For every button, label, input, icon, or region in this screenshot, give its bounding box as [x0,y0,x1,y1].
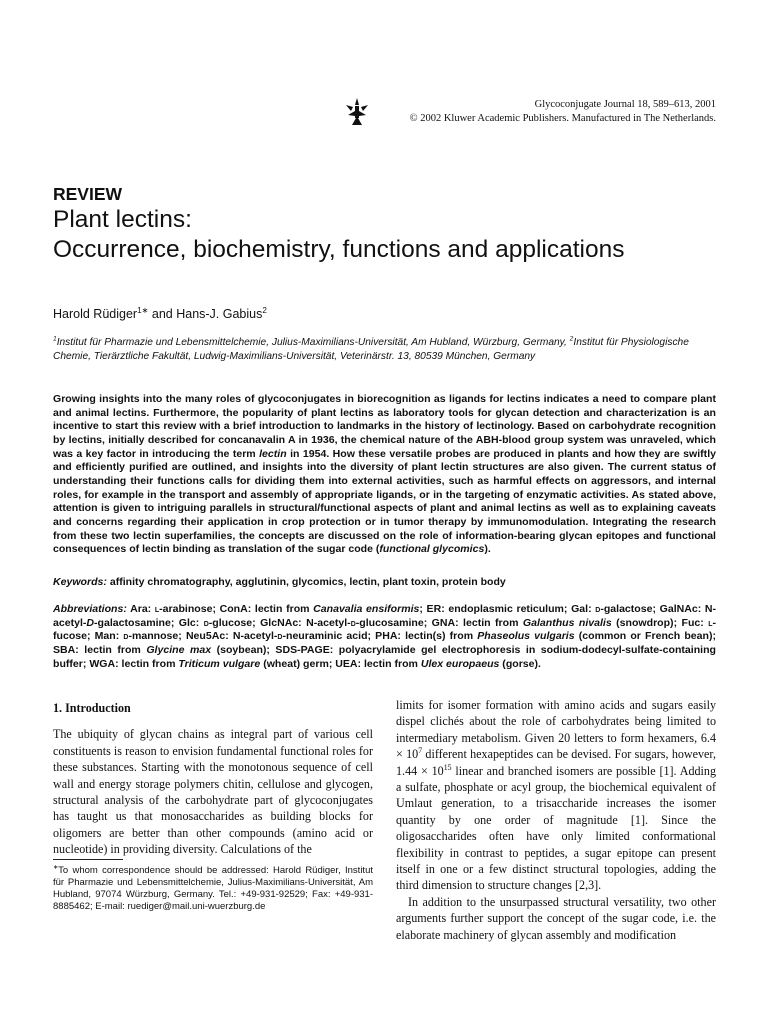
body-text: linear and branched isomers are possible [1]. Adding a sulfate, phosphate or acyl group, the biochemical equivalent of Umlaut generation, to a trisaccharide increases the isomer quantity by one order of magnitude [1]. Since the oligosaccharides often have only limited conformational flexibility in contrast to peptides, a sugar epitope can present itself in one or a few distinct structural topologies, adding the third dimension to structure changes [2,3]. [396,763,716,893]
abbreviation-run: d [350,616,356,629]
abbreviation-run: d [203,616,209,629]
abbreviations-text [53,603,716,670]
affiliation-mark: 1 [53,335,57,343]
body-paragraph: The ubiquity of glycan chains as integral part of various cell constituents is reason to envision fundamental functional roles for these substances. Starting with the monotonous sequence of cell wall and energy storage polymers chitin, cellulose and glycogen, structural analysis of the carbohydrate part of glycoconjugates has taught us that monosaccharides as building blocks for oligomers are better than other compounds (amino acid or nucleotide) in providing diversity. Calculations of the [53,727,373,857]
abbreviation-run: -fucose; Man: [53,616,716,643]
abbreviation-run: l [708,616,713,629]
journal-header [376,98,716,126]
abbreviation-run: d [595,603,601,615]
abstract-term: lectin [259,447,287,460]
title-line-1: Plant lectins: [53,206,192,233]
correspondence-footnote [53,865,373,913]
abstract-text: Growing insights into the many roles of glycoconjugates in biorecognition as ligands for lectins indicates a need to compare plant and animal lectins. Furthermore, the popularity of plant lectins as laboratory tools for glycan detection and characterization is an incentive to start this review with a brief introduction to landmarks in the history of lectinology. Based on carbohydrate recognition by lectins, initially described for concanavalin A in 1936, the chemical nature of the ABH-blood group system was unraveled, which was a key factor in introducing the term [53,393,716,460]
exponent: 15 [443,762,452,772]
affiliation-mark: 2 [569,335,574,343]
keywords-text: affinity chromatography, agglutinin, glycomics, lectin, plant toxin, protein body [109,576,506,588]
author-name: Harold Rüdiger [53,307,138,321]
abstract-text: in 1954. How these versatile probes are produced in plants and how they are swiftly and efficiently purified are outlined, and insights into the diversity of plant lectin structures are also given. The current status of understanding their functions calls for dividing them into external activities, such as harmful effects on aggressors, and internal roles, for example in the transport and assembly of appropriate ligands, or in the targeting of enzymatic activities. As stated above, attention is given to intriguing parallels in structural/functional aspects of plant and animal lectins as well as to explaining caveats and concerns regarding their application in crop protection or in tumor therapy by immunomodulation. Integrating the research from these two lectin superfamilies, the concepts are discussed on the role of information-bearing glycan epitopes and functional consequences of lectin binding as translation of the sugar code ( [53,447,716,556]
abbreviation-run: (soybean); SDS-PAGE: polyacrylamide gel electrophoresis in sodium-dodecyl-sulfate-containing buffer; WGA: lectin from [53,643,716,670]
abbreviation-run: -glucosamine; GNA: lectin from [355,616,523,629]
abbreviation-run: Glycine max [146,643,212,656]
footnote-text: To whom correspondence should be addressed: Harold Rüdiger, Institut für Pharmazie und Lebensmittelchemie, Julius-Maximilians-Universität, Am Hubland, 97074 Würzburg, Germany. Tel.: +49-931-92529; Fax: +49-931-8885462; E-mail: ruediger@mail.uni-wuerzburg.de [53,865,373,912]
body-text: different hexapeptides can be devised. For sugars, however, 1.44 × 10 [396,747,716,778]
keywords [53,576,716,590]
section-heading: 1. Introduction [53,701,131,715]
author-affiliation-mark: 2 [262,305,267,315]
abbreviations-label: Abbreviations: [53,603,127,615]
abbreviations [53,603,716,671]
exponent: 7 [418,746,423,756]
left-column [53,700,373,858]
abbreviation-run: (gorse). [499,657,541,670]
abbreviation-run: -galactose; GalNAc: N-acetyl- [53,603,717,629]
abstract [53,393,716,557]
abbreviation-run: -galactosamine; Glc: [94,616,204,629]
abstract-term: functional glycomics [379,543,485,556]
publisher-logo-icon [344,97,370,127]
article-title [53,205,753,265]
abbreviation-run: Galanthus nivalis [522,616,612,629]
abbreviation-run: -glucose; GlcNAc: N-acetyl- [208,616,351,629]
abbreviation-run: l [154,603,160,615]
abbreviation-run: d [123,630,129,643]
abbreviation-run: (common or French bean); SBA: lectin from [53,630,716,656]
author-affiliation-mark: 1∗ [137,305,149,315]
affiliations [53,336,718,364]
abbreviation-run: ; ER: endoplasmic reticulum; Gal: [419,603,596,615]
abbreviation-run: d [277,630,283,643]
body-text: limits for isomer formation with amino acids and sugars easily dispel clichés about the role of carbohydrates being limited to intermediary metabolism. Given 20 letters to form hexamers, 6.4 × 10 [396,698,716,762]
author-conjunction: and [151,307,173,321]
abbreviation-run: Phaseolus vulgaris [477,630,575,643]
affiliation-text: Institut für Pharmazie und Lebensmittelchemie, Julius-Maximilians-Universität, Am Hubland, Würzburg, Germany, [56,337,567,348]
journal-citation: Glycoconjugate Journal 18, 589–613, 2001 [534,99,716,110]
abbreviation-run: Triticum vulgare [178,657,261,670]
abbreviation-run: (snowdrop); Fuc: [611,616,709,629]
title-line-2: Occurrence, biochemistry, functions and applications [53,236,625,263]
abstract-text: ). [484,543,491,556]
body-paragraph: In addition to the unsurpassed structural versatility, two other arguments further support the concept of the sugar code, i.e. the elaborate machinery of glycan assembly and modification [396,894,716,942]
keywords-label: Keywords: [53,576,107,588]
abbreviation-run: (wheat) germ; UEA: lectin from [260,657,421,670]
article-type-label: REVIEW [53,184,123,204]
copyright-line: © 2002 Kluwer Academic Publishers. Manufactured in The Netherlands. [409,113,716,124]
affiliation-text: Institut für Physiologische Chemie, Tierärztliche Fakultät, Ludwig-Maximilians-Universität, Veterinärstr. 13, 80539 München, Germany [53,337,689,362]
body-paragraph [396,697,716,894]
abbreviation-run: -mannose; Neu5Ac: N-acetyl- [128,630,278,643]
abbreviation-run: Ulex europaeus [420,657,500,670]
footnote-mark: ∗ [53,863,59,871]
abbreviation-run: Ara: [126,603,155,615]
footnote-divider [53,859,123,860]
right-column [396,697,716,943]
abbreviation-run: -arabinose; ConA: lectin from [159,603,314,615]
author-name: Hans-J. Gabius [176,307,263,321]
abbreviation-run: D [86,616,95,629]
abbreviation-run: -neuraminic acid; PHA: lectin(s) from [282,630,478,643]
author-list [53,307,267,321]
abbreviation-run: Canavalia ensiformis [313,603,420,615]
